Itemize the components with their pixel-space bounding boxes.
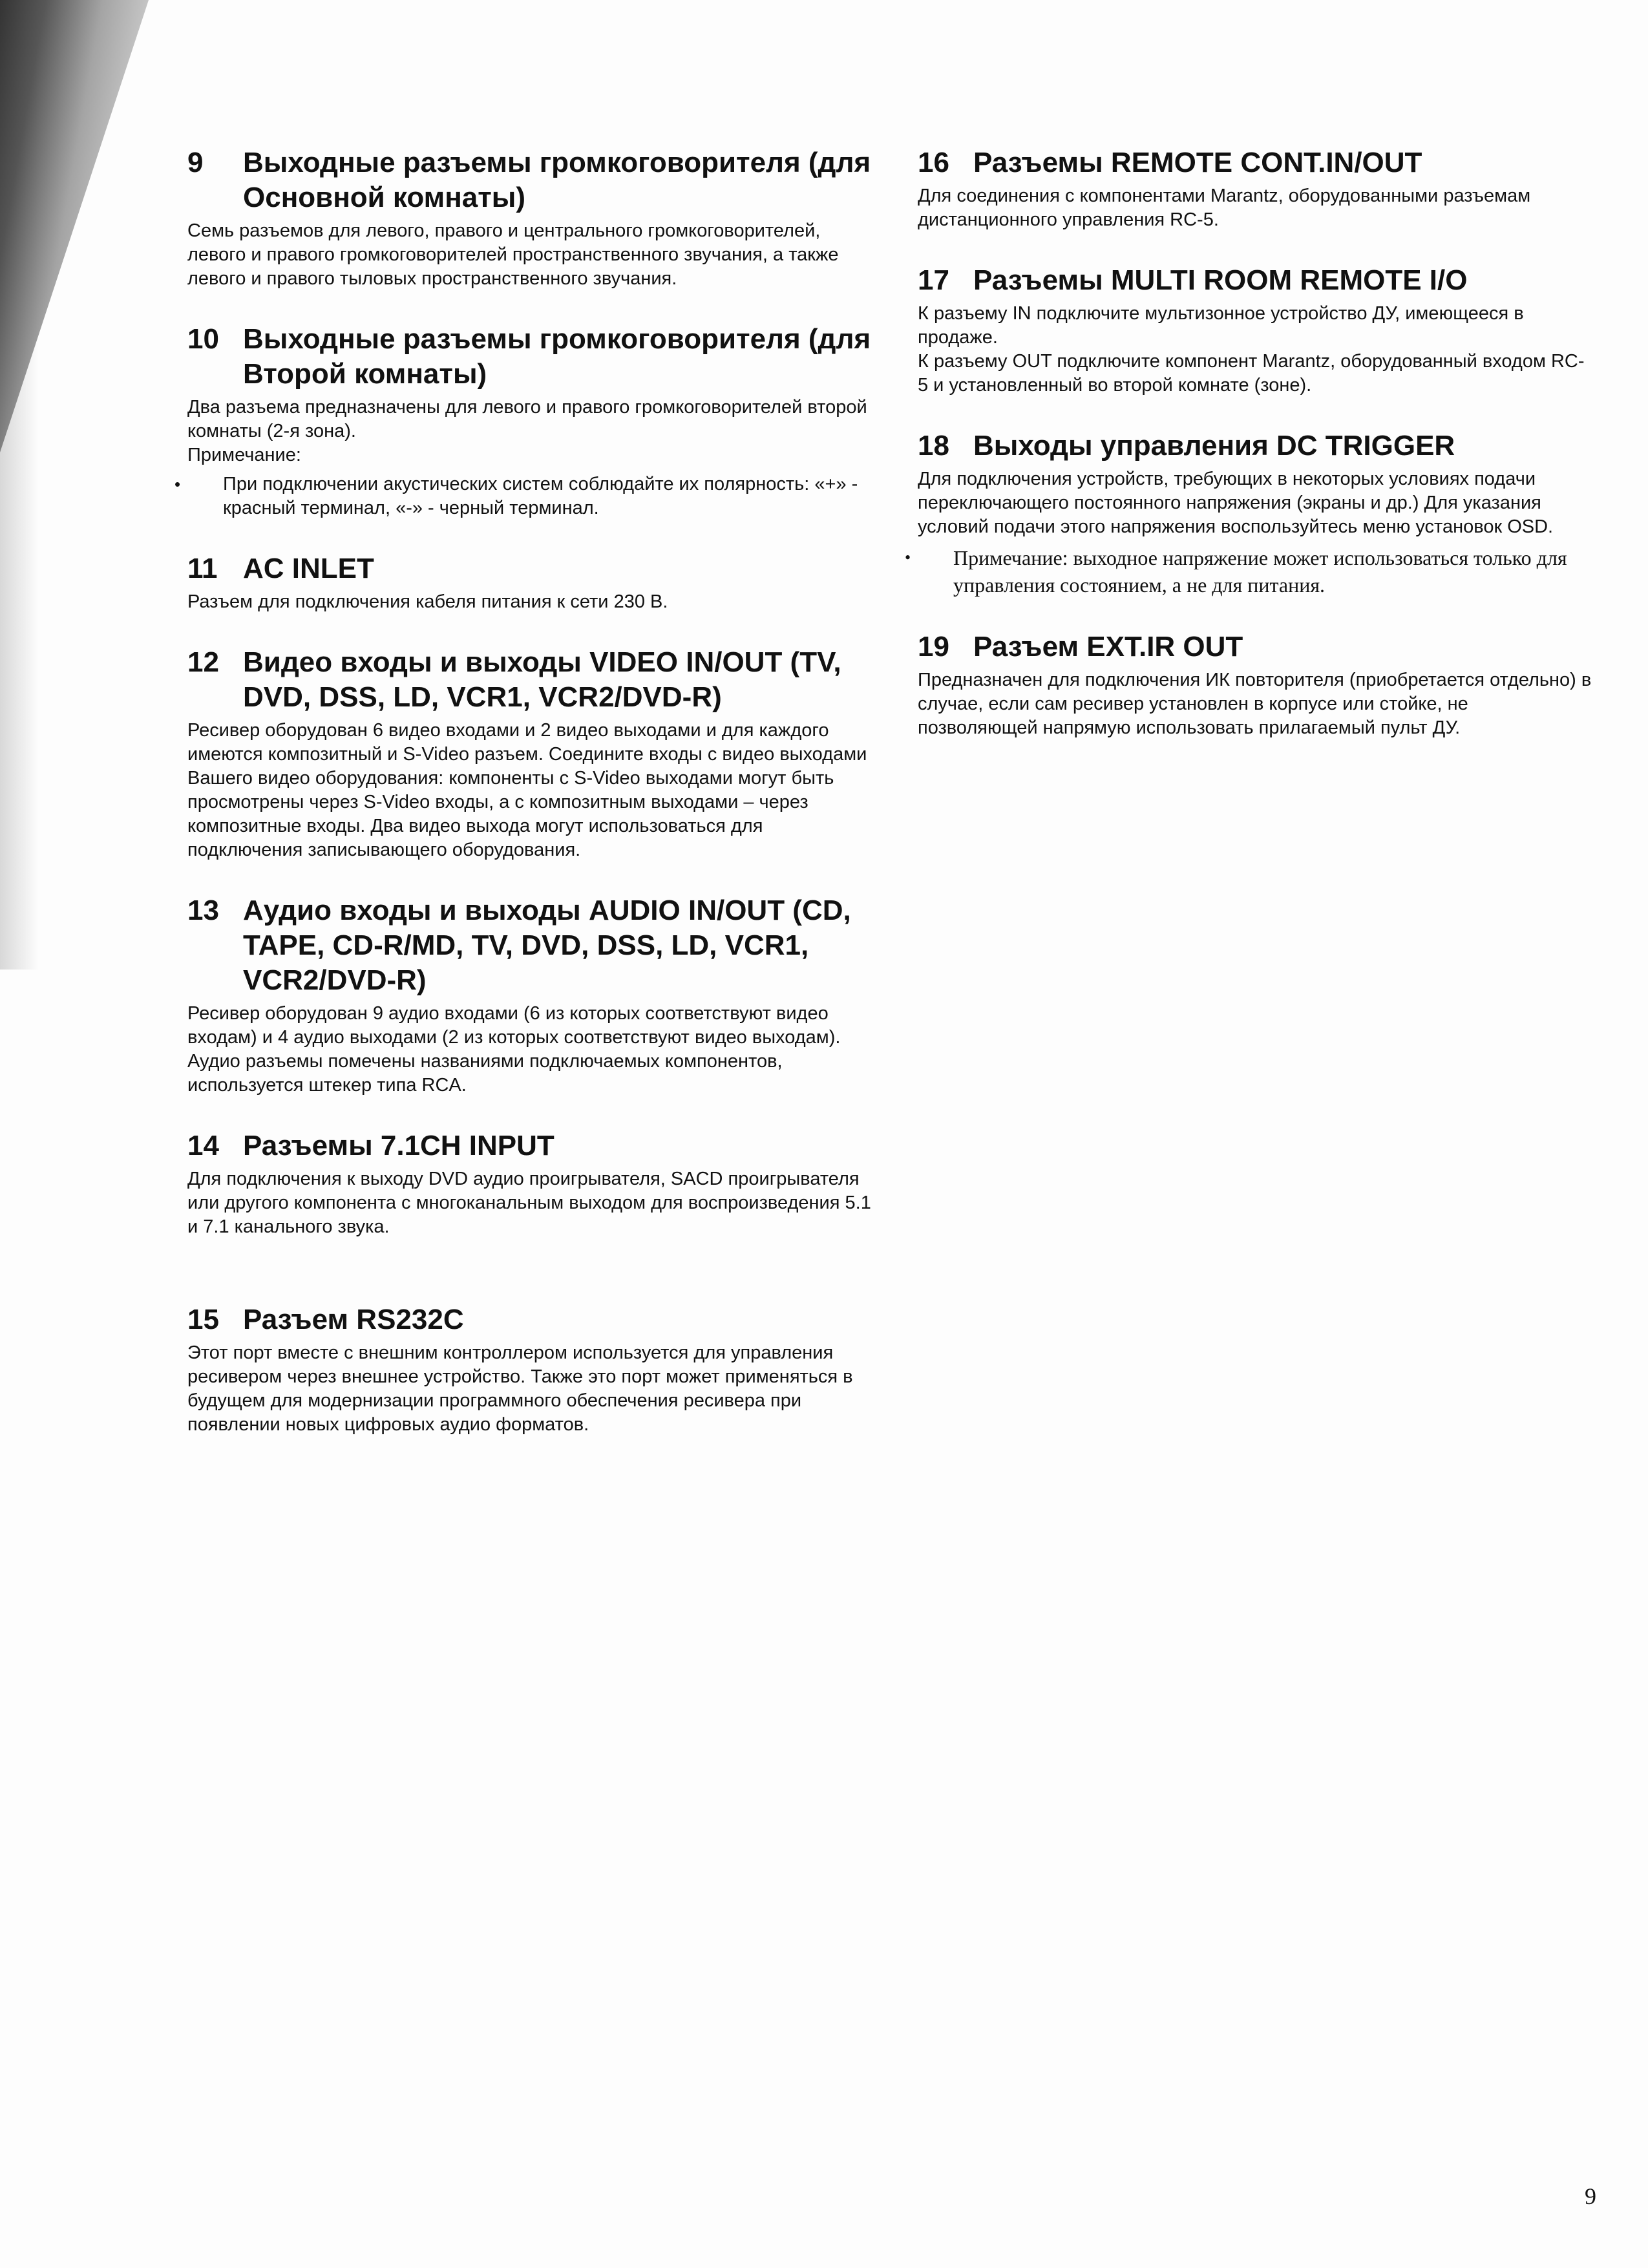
section-title: Разъем EXT.IR OUT: [973, 631, 1243, 662]
section-13: [187, 893, 879, 1097]
note-bullet: [905, 544, 1593, 599]
section-heading: [187, 1129, 879, 1163]
section-heading: [918, 630, 1593, 664]
section-heading: [918, 429, 1593, 463]
right-column: [905, 145, 1593, 771]
section-12: [187, 645, 879, 862]
section-heading: [918, 263, 1593, 298]
note-text: При подключении акустических систем соблюдайте их полярность: «+» - красный терминал, «-» - черный терминал.: [223, 474, 858, 518]
section-body: Разъем для подключения кабеля питания к сети 230 В.: [187, 591, 668, 612]
section-number: 16: [918, 147, 949, 178]
page-number: 9: [1585, 2183, 1596, 2209]
section-heading: [187, 145, 879, 215]
section-heading: [187, 1302, 879, 1337]
bullet-icon: •: [174, 474, 181, 494]
section-title: Видео входы и выходы VIDEO IN/OUT (TV, DVD, DSS, LD, VCR1, VCR2/DVD-R): [243, 646, 841, 713]
section-body: К разъему OUT подключите компонент Marantz, оборудованный входом RC-5 и установленный во второй комнате (зоне).: [918, 351, 1585, 396]
section-heading: [187, 893, 879, 998]
note-label: Примечание:: [187, 445, 301, 465]
section-number: 17: [918, 264, 949, 296]
scan-corner-shadow: [0, 0, 149, 452]
left-column: [174, 145, 879, 1468]
section-number: 10: [187, 323, 219, 355]
section-title: Разъемы REMOTE CONT.IN/OUT: [973, 147, 1422, 178]
section-title: Выходные разъемы громкоговорителя (для Второй комнаты): [243, 323, 871, 390]
section-10: [174, 322, 879, 520]
section-title: Разъемы MULTI ROOM REMOTE I/O: [973, 264, 1468, 296]
section-body: Для соединения с компонентами Marantz, оборудованными разъемам дистанционного управления RC-5.: [918, 185, 1531, 230]
section-title: Разъемы 7.1CH INPUT: [243, 1130, 555, 1161]
bullet-icon: •: [905, 548, 911, 567]
section-body: Для подключения к выходу DVD аудио проигрывателя, SACD проигрывателя или другого компонента с многоканальным выходом для воспроизведения 5.1 и 7.1 канального звука.: [187, 1169, 871, 1237]
section-body: Предназначен для подключения ИК повторителя (приобретается отдельно) в случае, если сам ресивер установлен в корпусе или стойке, не позволяющей напрямую использовать прилагаемый пульт ДУ.: [918, 670, 1592, 738]
section-body: Семь разъемов для левого, правого и центрального громкоговорителей, левого и правого громкоговорителей пространственного звучания, а также левого и правого тыловых пространственного звучания.: [187, 220, 839, 289]
section-title: Разъем RS232C: [243, 1304, 464, 1335]
section-number: 14: [187, 1130, 219, 1161]
section-19: [918, 630, 1593, 740]
section-heading: [187, 322, 879, 392]
section-number: 11: [187, 553, 218, 584]
note-text: Примечание: выходное напряжение может использоваться только для управления состоянием, а не для питания.: [953, 546, 1567, 597]
section-body: Два разъема предназначены для левого и правого громкоговорителей второй комнаты (2-я зона).: [187, 397, 867, 441]
section-body: Ресивер оборудован 6 видео входами и 2 видео выходами и для каждого имеются композитный и S-Video разъем. Соедините входы с видео выходами Вашего видео оборудования: компоненты с S-Video выходами могут быть просмотрены через S-Video входы, а с композитным выходами – через композитные входы. Два видео выхода могут использоваться для подключения записывающего оборудования.: [187, 720, 867, 860]
section-number: 15: [187, 1304, 219, 1335]
section-title: AC INLET: [243, 553, 374, 584]
section-18: [905, 429, 1593, 599]
section-body: К разъему IN подключите мультизонное устройство ДУ, имеющееся в продаже.: [918, 303, 1524, 348]
section-number: 18: [918, 430, 949, 461]
section-title: Выходы управления DC TRIGGER: [973, 430, 1455, 461]
section-number: 9: [187, 147, 204, 178]
section-11: [187, 551, 879, 614]
section-number: 19: [918, 631, 949, 662]
section-body: Ресивер оборудован 9 аудио входами (6 из которых соответствуют видео входам) и 4 аудио выходами (2 из которых соответствуют видео выходам). Аудио разъемы помечены названиями подключаемых компонентов, используется штекер типа RCA.: [187, 1003, 841, 1096]
section-title: Выходные разъемы громкоговорителя (для Основной комнаты): [243, 147, 871, 213]
section-body: Для подключения устройств, требующих в некоторых условиях подачи переключающего постоянного напряжения (экраны и др.) Для указания условий подачи этого напряжения воспользуйтесь меню установок OSD.: [918, 469, 1554, 537]
section-14: [187, 1129, 879, 1239]
section-17: [918, 263, 1593, 397]
section-15: [187, 1302, 879, 1437]
section-16: [918, 145, 1593, 232]
section-body: Этот порт вместе с внешним контроллером используется для управления ресивером через внешнее устройство. Также это порт может применяться в будущем для модернизации программного обеспечения ресивера при появлении новых цифровых аудио форматов.: [187, 1342, 853, 1435]
section-number: 12: [187, 646, 219, 678]
section-heading: [187, 551, 879, 586]
section-heading: [187, 645, 879, 715]
note-bullet: [174, 472, 879, 520]
section-heading: [918, 145, 1593, 180]
section-title: Аудио входы и выходы AUDIO IN/OUT (CD, TAPE, CD-R/MD, TV, DVD, DSS, LD, VCR1, VCR2/DVD-R): [243, 895, 851, 996]
section-number: 13: [187, 895, 219, 926]
section-9: [187, 145, 879, 291]
spacer: [187, 1270, 879, 1302]
